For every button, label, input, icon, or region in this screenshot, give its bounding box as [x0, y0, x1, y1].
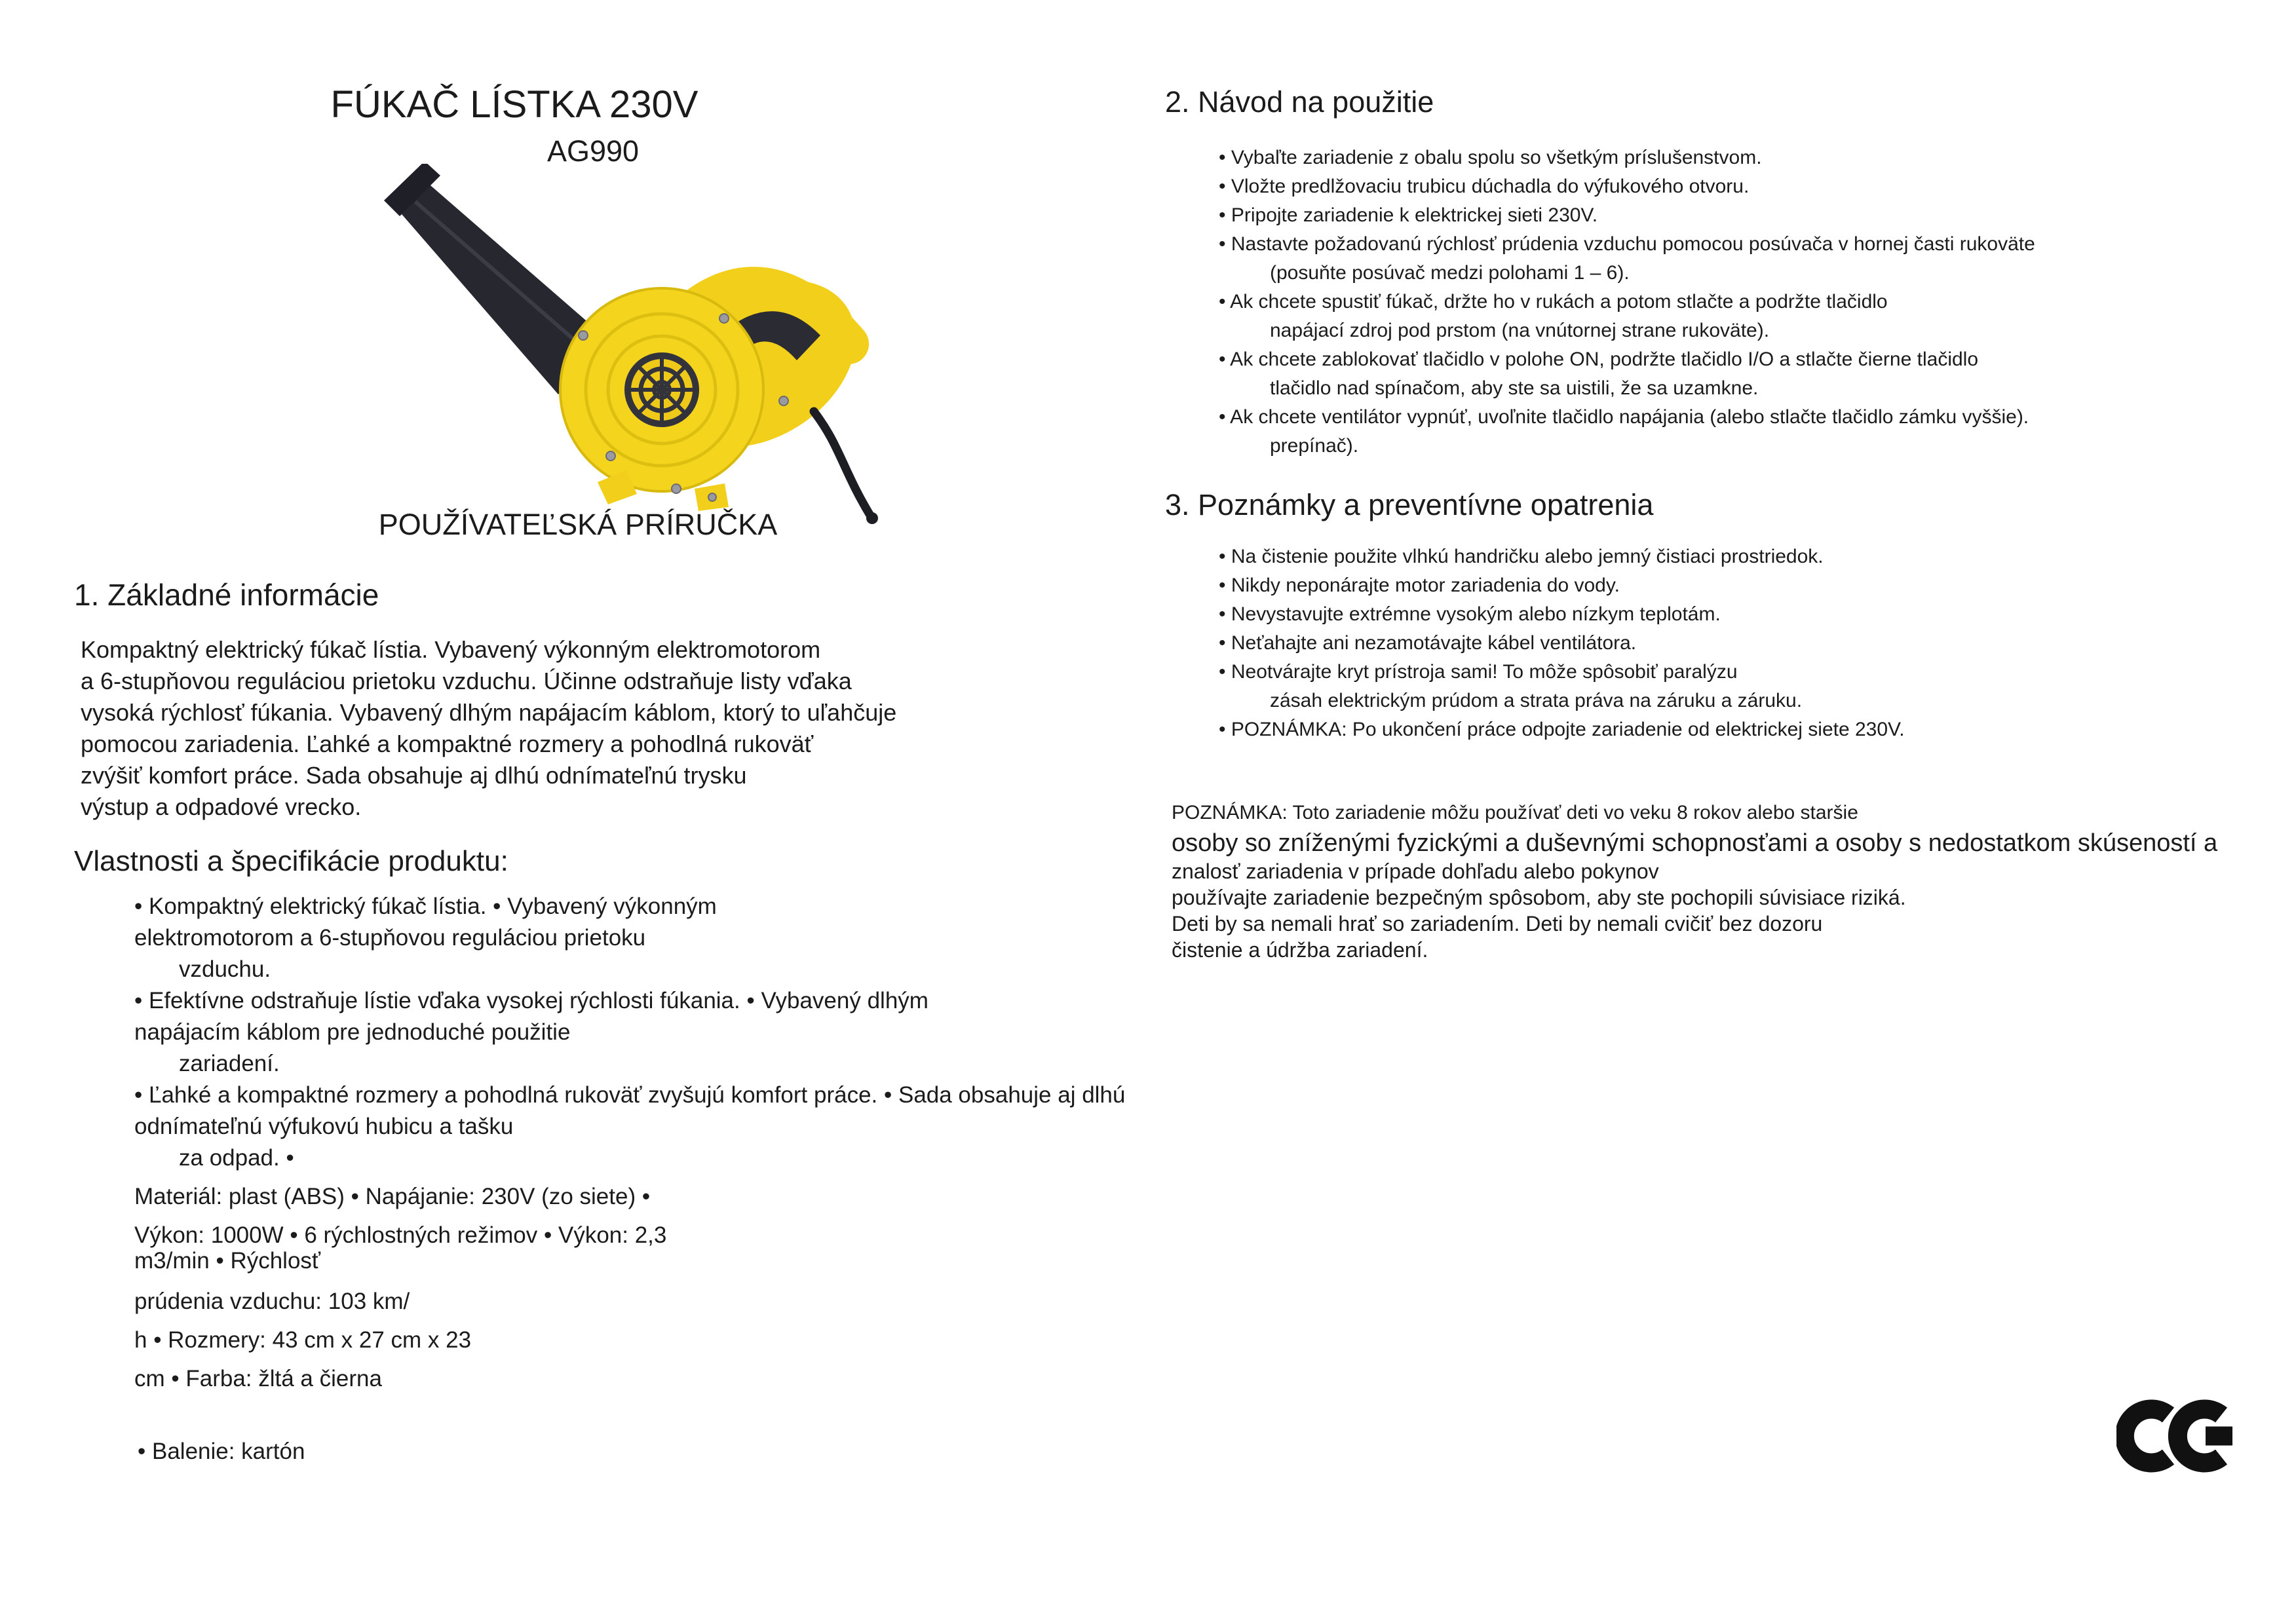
intro-paragraph-line: Kompaktný elektrický fúkač lístia. Vybavený výkonným elektromotorom	[81, 636, 821, 663]
feature-line: napájacím káblom pre jednoduché použitie	[134, 1019, 571, 1045]
section-3-heading: 3. Poznámky a preventívne opatrenia	[1165, 488, 1654, 521]
precaution-line: • Neotvárajte kryt prístroja sami! To môže spôsobiť paralýzu	[1219, 661, 1738, 683]
feature-line: h • Rozmery: 43 cm x 27 cm x 23	[134, 1327, 472, 1353]
instruction-line: tlačidlo nad spínačom, aby ste sa uistili, že sa uzamkne.	[1270, 377, 1759, 399]
feature-line: • Ľahké a kompaktné rozmery a pohodlná rukoväť zvyšujú komfort práce. • Sada obsahuje aj dlhú	[134, 1082, 1126, 1108]
instruction-line: napájací zdroj pod prstom (na vnútornej strane rukoväte).	[1270, 320, 1770, 341]
packaging-note: • Balenie: kartón	[138, 1439, 305, 1464]
instructions-list	[1219, 143, 2035, 461]
feature-line: Materiál: plast (ABS) • Napájanie: 230V (zo siete) •	[134, 1184, 651, 1209]
note-line: znalosť zariadenia v prípade dohľadu alebo pokynov	[1172, 859, 1659, 883]
features-heading: Vlastnosti a špecifikácie produktu:	[74, 845, 508, 877]
feature-line: Výkon: 1000W • 6 rýchlostných režimov • Výkon: 2,3	[134, 1222, 667, 1248]
intro-paragraph-line: vysoká rýchlosť fúkania. Vybavený dlhým napájacím káblom, ktorý to uľahčuje	[81, 699, 897, 726]
features-list	[134, 891, 1125, 1395]
blower-power-cord	[814, 411, 878, 524]
precaution-line: zásah elektrickým prúdom a strata práva na záruku a záruku.	[1270, 690, 1803, 711]
feature-line: vzduchu.	[179, 956, 271, 982]
feature-line: m3/min • Rýchlosť	[134, 1248, 321, 1274]
note-line: osoby so zníženými fyzickými a duševnými schopnosťami a osoby s nedostatkom skúseností a	[1172, 829, 2218, 857]
feature-line: odnímateľnú výfukovú hubicu a tašku	[134, 1114, 514, 1139]
note-line: používajte zariadenie bezpečným spôsobom, aby ste pochopili súvisiace riziká.	[1172, 886, 1906, 909]
children-safety-note	[1172, 798, 2217, 963]
feature-line: za odpad. •	[179, 1145, 294, 1171]
instruction-line: • Ak chcete zablokovať tlačidlo v polohe ON, podržte tlačidlo I/O a stlačte čierne tlačidlo	[1219, 349, 1979, 370]
instruction-line: prepínač).	[1270, 435, 1359, 457]
section-2-heading: 2. Návod na použitie	[1165, 85, 1434, 119]
precautions-list	[1219, 542, 1905, 744]
feature-line: • Kompaktný elektrický fúkač lístia. • Vybavený výkonným	[134, 894, 717, 919]
instruction-line: • Ak chcete spustiť fúkač, držte ho v rukách a potom stlačte a podržte tlačidlo	[1219, 291, 1888, 312]
ce-mark-icon	[2116, 1390, 2234, 1482]
instruction-line: (posuňte posúvač medzi polohami 1 – 6).	[1270, 262, 1630, 284]
product-photo	[367, 164, 891, 531]
precaution-line: • Nikdy neponárajte motor zariadenia do vody.	[1219, 575, 1620, 596]
instruction-line: • Ak chcete ventilátor vypnúť, uvoľnite tlačidlo napájania (alebo stlačte tlačidlo zámku vyššie).	[1219, 406, 2029, 428]
instruction-line: • Pripojte zariadenie k elektrickej sieti 230V.	[1219, 204, 1598, 226]
blower-intake-grille	[628, 356, 696, 424]
manual-subtitle: POUŽÍVATEĽSKÁ PRÍRUČKA	[378, 508, 778, 541]
feature-line: cm • Farba: žltá a čierna	[134, 1366, 382, 1391]
intro-paragraph	[81, 634, 896, 823]
feature-line: zariadení.	[179, 1051, 280, 1076]
precaution-line: • Nevystavujte extrémne vysokým alebo nízkym teplotám.	[1219, 603, 1721, 625]
document-title: FÚKAČ LÍSTKA 230V	[330, 83, 698, 126]
instruction-line: • Vložte predlžovaciu trubicu dúchadla do výfukového otvoru.	[1219, 176, 1750, 197]
intro-paragraph-line: výstup a odpadové vrecko.	[81, 793, 362, 820]
precaution-line: • Neťahajte ani nezamotávajte kábel ventilátora.	[1219, 632, 1637, 654]
instruction-line: • Nastavte požadovanú rýchlosť prúdenia vzduchu pomocou posúvača v hornej časti rukoväte	[1219, 233, 2035, 255]
feature-line: elektromotorom a 6-stupňovou reguláciou prietoku	[134, 925, 646, 951]
section-1-heading: 1. Základné informácie	[74, 578, 379, 612]
feature-line: prúdenia vzduchu: 103 km/	[134, 1289, 410, 1314]
note-line: POZNÁMKA: Toto zariadenie môžu používať deti vo veku 8 rokov alebo staršie	[1172, 802, 1858, 823]
instruction-line: • Vybaľte zariadenie z obalu spolu so všetkým príslušenstvom.	[1219, 147, 1762, 168]
precaution-line: • Na čistenie použite vlhkú handričku alebo jemný čistiaci prostriedok.	[1219, 546, 1824, 567]
intro-paragraph-line: zvýšiť komfort práce. Sada obsahuje aj dlhú odnímateľnú trysku	[81, 762, 747, 789]
note-line: Deti by sa nemali hrať so zariadením. Deti by nemali cvičiť bez dozoru	[1172, 912, 1823, 935]
leaf-blower-illustration	[367, 164, 891, 531]
feature-line: • Efektívne odstraňuje lístie vďaka vysokej rýchlosti fúkania. • Vybavený dlhým	[134, 988, 928, 1013]
intro-paragraph-line: a 6-stupňovou reguláciou prietoku vzduchu. Účinne odstraňuje listy vďaka	[81, 668, 852, 694]
precaution-line: • POZNÁMKA: Po ukončení práce odpojte zariadenie od elektrickej siete 230V.	[1219, 719, 1905, 740]
model-number: AG990	[546, 134, 640, 168]
note-line: čistenie a údržba zariadení.	[1172, 938, 1428, 962]
intro-paragraph-line: pomocou zariadenia. Ľahké a kompaktné rozmery a pohodlná rukoväť	[81, 730, 814, 757]
